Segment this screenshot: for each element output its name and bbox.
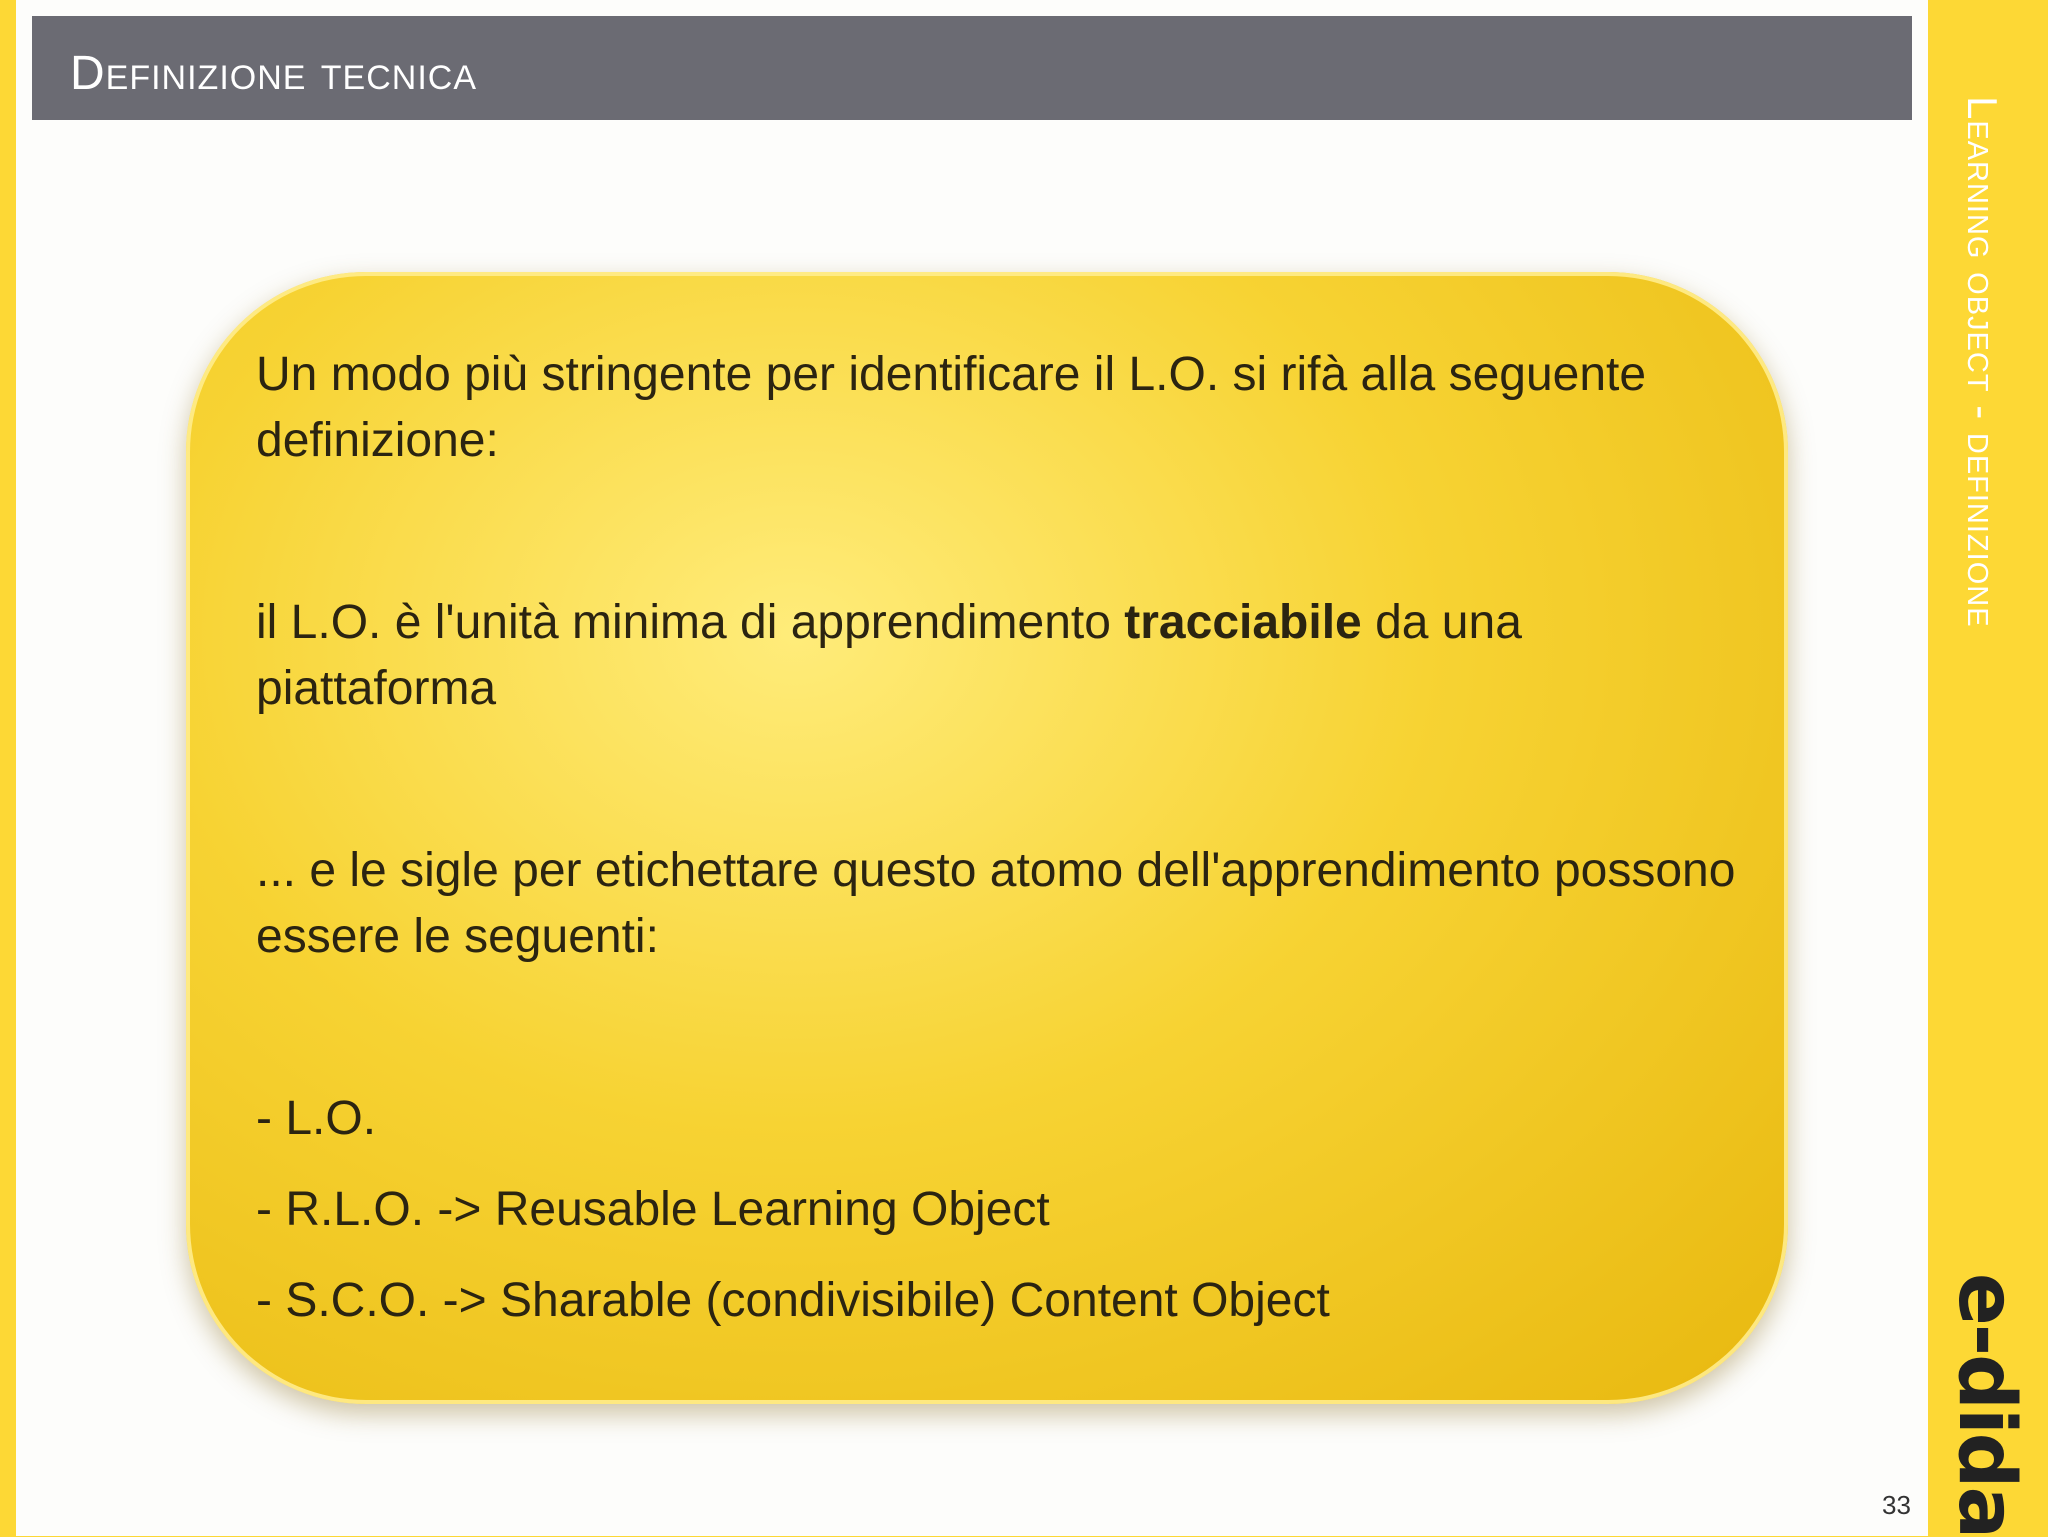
page-number: 33	[1882, 1490, 1911, 1520]
definition-bold: tracciabile	[1124, 596, 1362, 649]
intro-paragraph: Un modo più stringente per identificare il L.O. si rifà alla seguente definizione:	[256, 348, 1647, 467]
labels-intro-paragraph: ... e le sigle per etichettare questo atomo dell'apprendimento possono essere le seguenti:	[256, 844, 1736, 963]
list-item: - R.L.O. -> Reusable Learning Object	[256, 1183, 1050, 1236]
title-bar	[32, 16, 1912, 120]
content-box	[186, 272, 1788, 1404]
definition-paragraph	[256, 590, 1736, 722]
list-item: - S.C.O. -> Sharable (condivisibile) Content Object	[256, 1274, 1330, 1327]
acronym-list	[256, 1086, 1736, 1334]
side-title-text: Learning object - definizione	[1959, 96, 2006, 628]
definition-before: il L.O. è l'unità minima di apprendimento	[256, 596, 1125, 649]
definition-after: da una piattaforma	[256, 596, 1522, 715]
logo-text: e-dida	[1941, 1272, 2031, 1537]
edida-logo	[1941, 1272, 2031, 1537]
page-title: Definizione tecnica	[70, 47, 478, 100]
content-text	[256, 342, 1736, 1359]
list-item: - L.O.	[256, 1092, 377, 1145]
side-title	[1958, 96, 2018, 796]
slide-page	[16, 0, 1928, 1536]
